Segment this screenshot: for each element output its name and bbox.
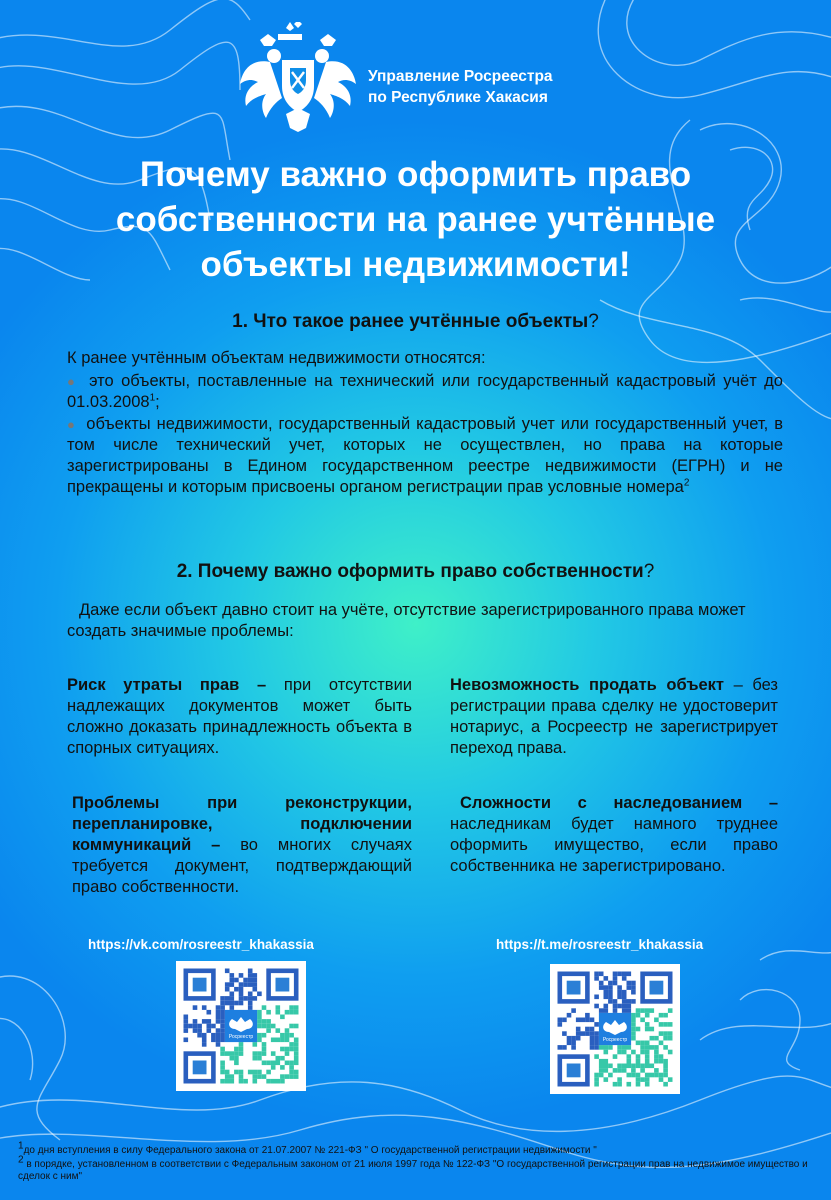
org-name-line2: по Республике Хакасия: [368, 89, 548, 106]
sale-card-title: Невозможность продать объект: [450, 676, 724, 694]
section1-heading: [40, 311, 791, 333]
footnote-ref-2: 2: [683, 477, 690, 489]
inheritance-card: [450, 793, 778, 877]
risk-card: [67, 675, 412, 759]
org-name-line1: Управление Росреестра: [368, 68, 553, 85]
risk-card-text: при отсутствии надлежащих документов может быть сложно доказать принадлежность объекта в спорных ситуациях.: [67, 676, 413, 757]
section1-heading-text: 1. Что такое ранее учтённые объекты: [232, 311, 589, 332]
page-header: [240, 22, 640, 142]
sale-card-text: – без регистрации права сделку не удостоверит нотариус, а Росреестр не зарегистрирует переход права.: [450, 676, 778, 757]
section2-heading: [40, 561, 791, 583]
section1-intro: К ранее учтённым объектам недвижимости относятся:: [67, 349, 486, 367]
footnote-2-number: 2: [18, 1154, 24, 1166]
footnote-1-number: 1: [18, 1140, 24, 1152]
bullet-dot-icon: ●: [67, 417, 77, 432]
footnote-1: [18, 1140, 813, 1157]
section2-lead: Даже если объект давно стоит на учёте, отсутствие зарегистрированного права может создать значимые проблемы:: [67, 601, 746, 640]
vk-qr-code-icon[interactable]: [176, 961, 306, 1091]
section1-heading-mark: ?: [588, 311, 599, 332]
sale-card: [450, 675, 778, 759]
footnote-1-text: до дня вступления в силу Федерального закона от 21.07.2007 № 221-ФЗ " О государственной регистрации недвижимости ": [23, 1145, 597, 1156]
reconstruction-card: [72, 793, 412, 898]
bullet-1-end: ;: [155, 393, 160, 411]
section1-bullet-1: [67, 371, 783, 413]
qr-center-label: Росреестр: [602, 1037, 628, 1044]
footnote-ref-1: 1: [149, 392, 156, 404]
page-title: Почему важно оформить право собственности на ранее учтённые объекты недвижимости!: [115, 155, 716, 284]
reconstruction-card-text: во многих случаях требуется документ, подтверждающий право собственности.: [72, 836, 412, 896]
reconstruction-card-title: Проблемы при реконструкции, перепланировке, подключении коммуникаций –: [72, 794, 412, 854]
footnote-2: [18, 1154, 813, 1182]
bullet-1-text: это объекты, поставленные на технический или государственный кадастровый учёт до 01.03.2008: [67, 372, 783, 411]
bullet-dot-icon: ●: [67, 374, 78, 389]
double-headed-eagle-emblem-icon: [240, 22, 356, 134]
inheritance-card-title: Сложности с наследованием –: [460, 794, 778, 812]
inheritance-card-text: наследникам будет намного труднее оформить имущество, если право собственника не зарегистрировано.: [450, 815, 778, 875]
telegram-link[interactable]: https://t.me/rosreestr_khakassia: [496, 937, 704, 952]
telegram-qr-code-icon[interactable]: [550, 964, 680, 1094]
risk-card-title: Риск утраты прав –: [67, 676, 267, 694]
qr-center-label: Росреестр: [228, 1034, 254, 1041]
section2-heading-text: 2. Почему важно оформить право собственности: [176, 561, 644, 582]
section1-bullet-2: [67, 414, 783, 498]
vk-link[interactable]: https://vk.com/rosreestr_khakassia: [88, 937, 314, 952]
bullet-2-text: объекты недвижимости, государственный кадастровый учет или государственный учет, в том числе технический учет, которых не осуществлен, но права на которые зарегистрированы в Едином государственном реестре недвижимости (ЕГРН) и не прекращены и которым присвоены органом регистрации прав условные номера: [67, 415, 783, 496]
section2-heading-mark: ?: [643, 561, 655, 582]
footnote-2-text: в порядке, установленном в соответствии с Федеральным законом от 21 июля 1997 года № 122-ФЗ "О государственной регистрации прав на недвижимое имущество и сделок с ним": [18, 1159, 808, 1182]
